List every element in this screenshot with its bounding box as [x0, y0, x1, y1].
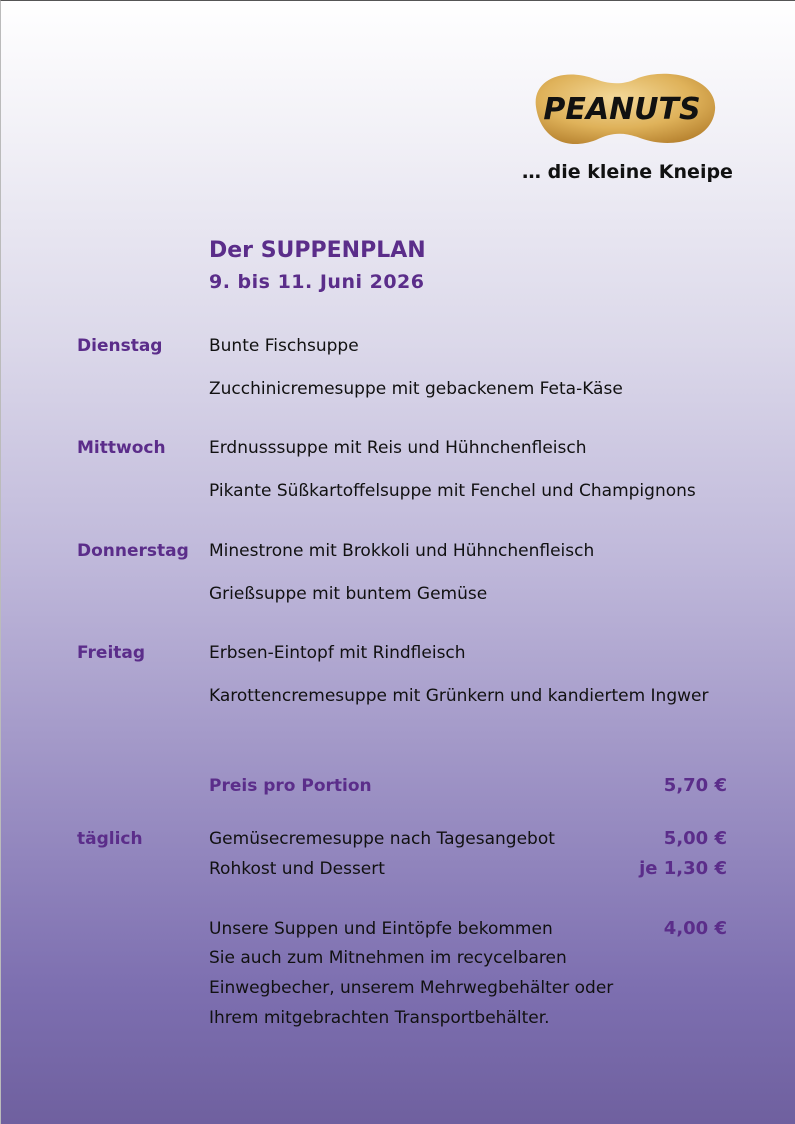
daily-item-price: 5,00 €: [663, 828, 727, 849]
takeaway-note-line: Einwegbecher, unserem Mehrwegbehälter oder: [209, 978, 614, 998]
price-per-portion-value: 5,70 €: [663, 775, 727, 796]
soup-item: Minestrone mit Brokkoli und Hühnchenfleisch: [209, 541, 595, 561]
daily-item-price: je 1,30 €: [639, 858, 727, 879]
soup-item: Zucchinicremesuppe mit gebackenem Feta-Käse: [209, 379, 623, 399]
soup-item: Grießsuppe mit buntem Gemüse: [209, 584, 488, 604]
daily-label: täglich: [77, 829, 143, 849]
soup-item: Erbsen-Eintopf mit Rindfleisch: [209, 643, 466, 663]
soup-item: Pikante Süßkartoffelsuppe mit Fenchel und Champignons: [209, 481, 696, 501]
takeaway-note-line: Ihrem mitgebrachten Transportbehälter.: [209, 1008, 550, 1028]
takeaway-note-line: Sie auch zum Mitnehmen im recycelbaren: [209, 948, 567, 968]
peanuts-logo: [522, 62, 722, 152]
svg-text:PEANUTS: PEANUTS: [543, 92, 701, 127]
day-label-donnerstag: Donnerstag: [77, 541, 189, 561]
page-title: Der SUPPENPLAN: [209, 238, 426, 263]
day-label-dienstag: Dienstag: [77, 336, 163, 356]
date-range: 9. bis 11. Juni 2026: [209, 271, 425, 293]
soup-item: Bunte Fischsuppe: [209, 336, 359, 356]
soup-item: Erdnusssuppe mit Reis und Hühnchenfleisch: [209, 438, 587, 458]
day-label-freitag: Freitag: [77, 643, 146, 663]
peanut-logo-icon: [522, 62, 722, 152]
price-per-portion-label: Preis pro Portion: [209, 776, 372, 796]
daily-item: Gemüsecremesuppe nach Tagesangebot: [209, 829, 555, 849]
daily-item: Rohkost und Dessert: [209, 859, 385, 879]
takeaway-price: 4,00 €: [663, 918, 727, 939]
soup-item: Karottencremesuppe mit Grünkern und kandiertem Ingwer: [209, 686, 709, 706]
tagline: … die kleine Kneipe: [522, 161, 733, 183]
takeaway-note-line: Unsere Suppen und Eintöpfe bekommen: [209, 919, 553, 939]
day-label-mittwoch: Mittwoch: [77, 438, 166, 458]
